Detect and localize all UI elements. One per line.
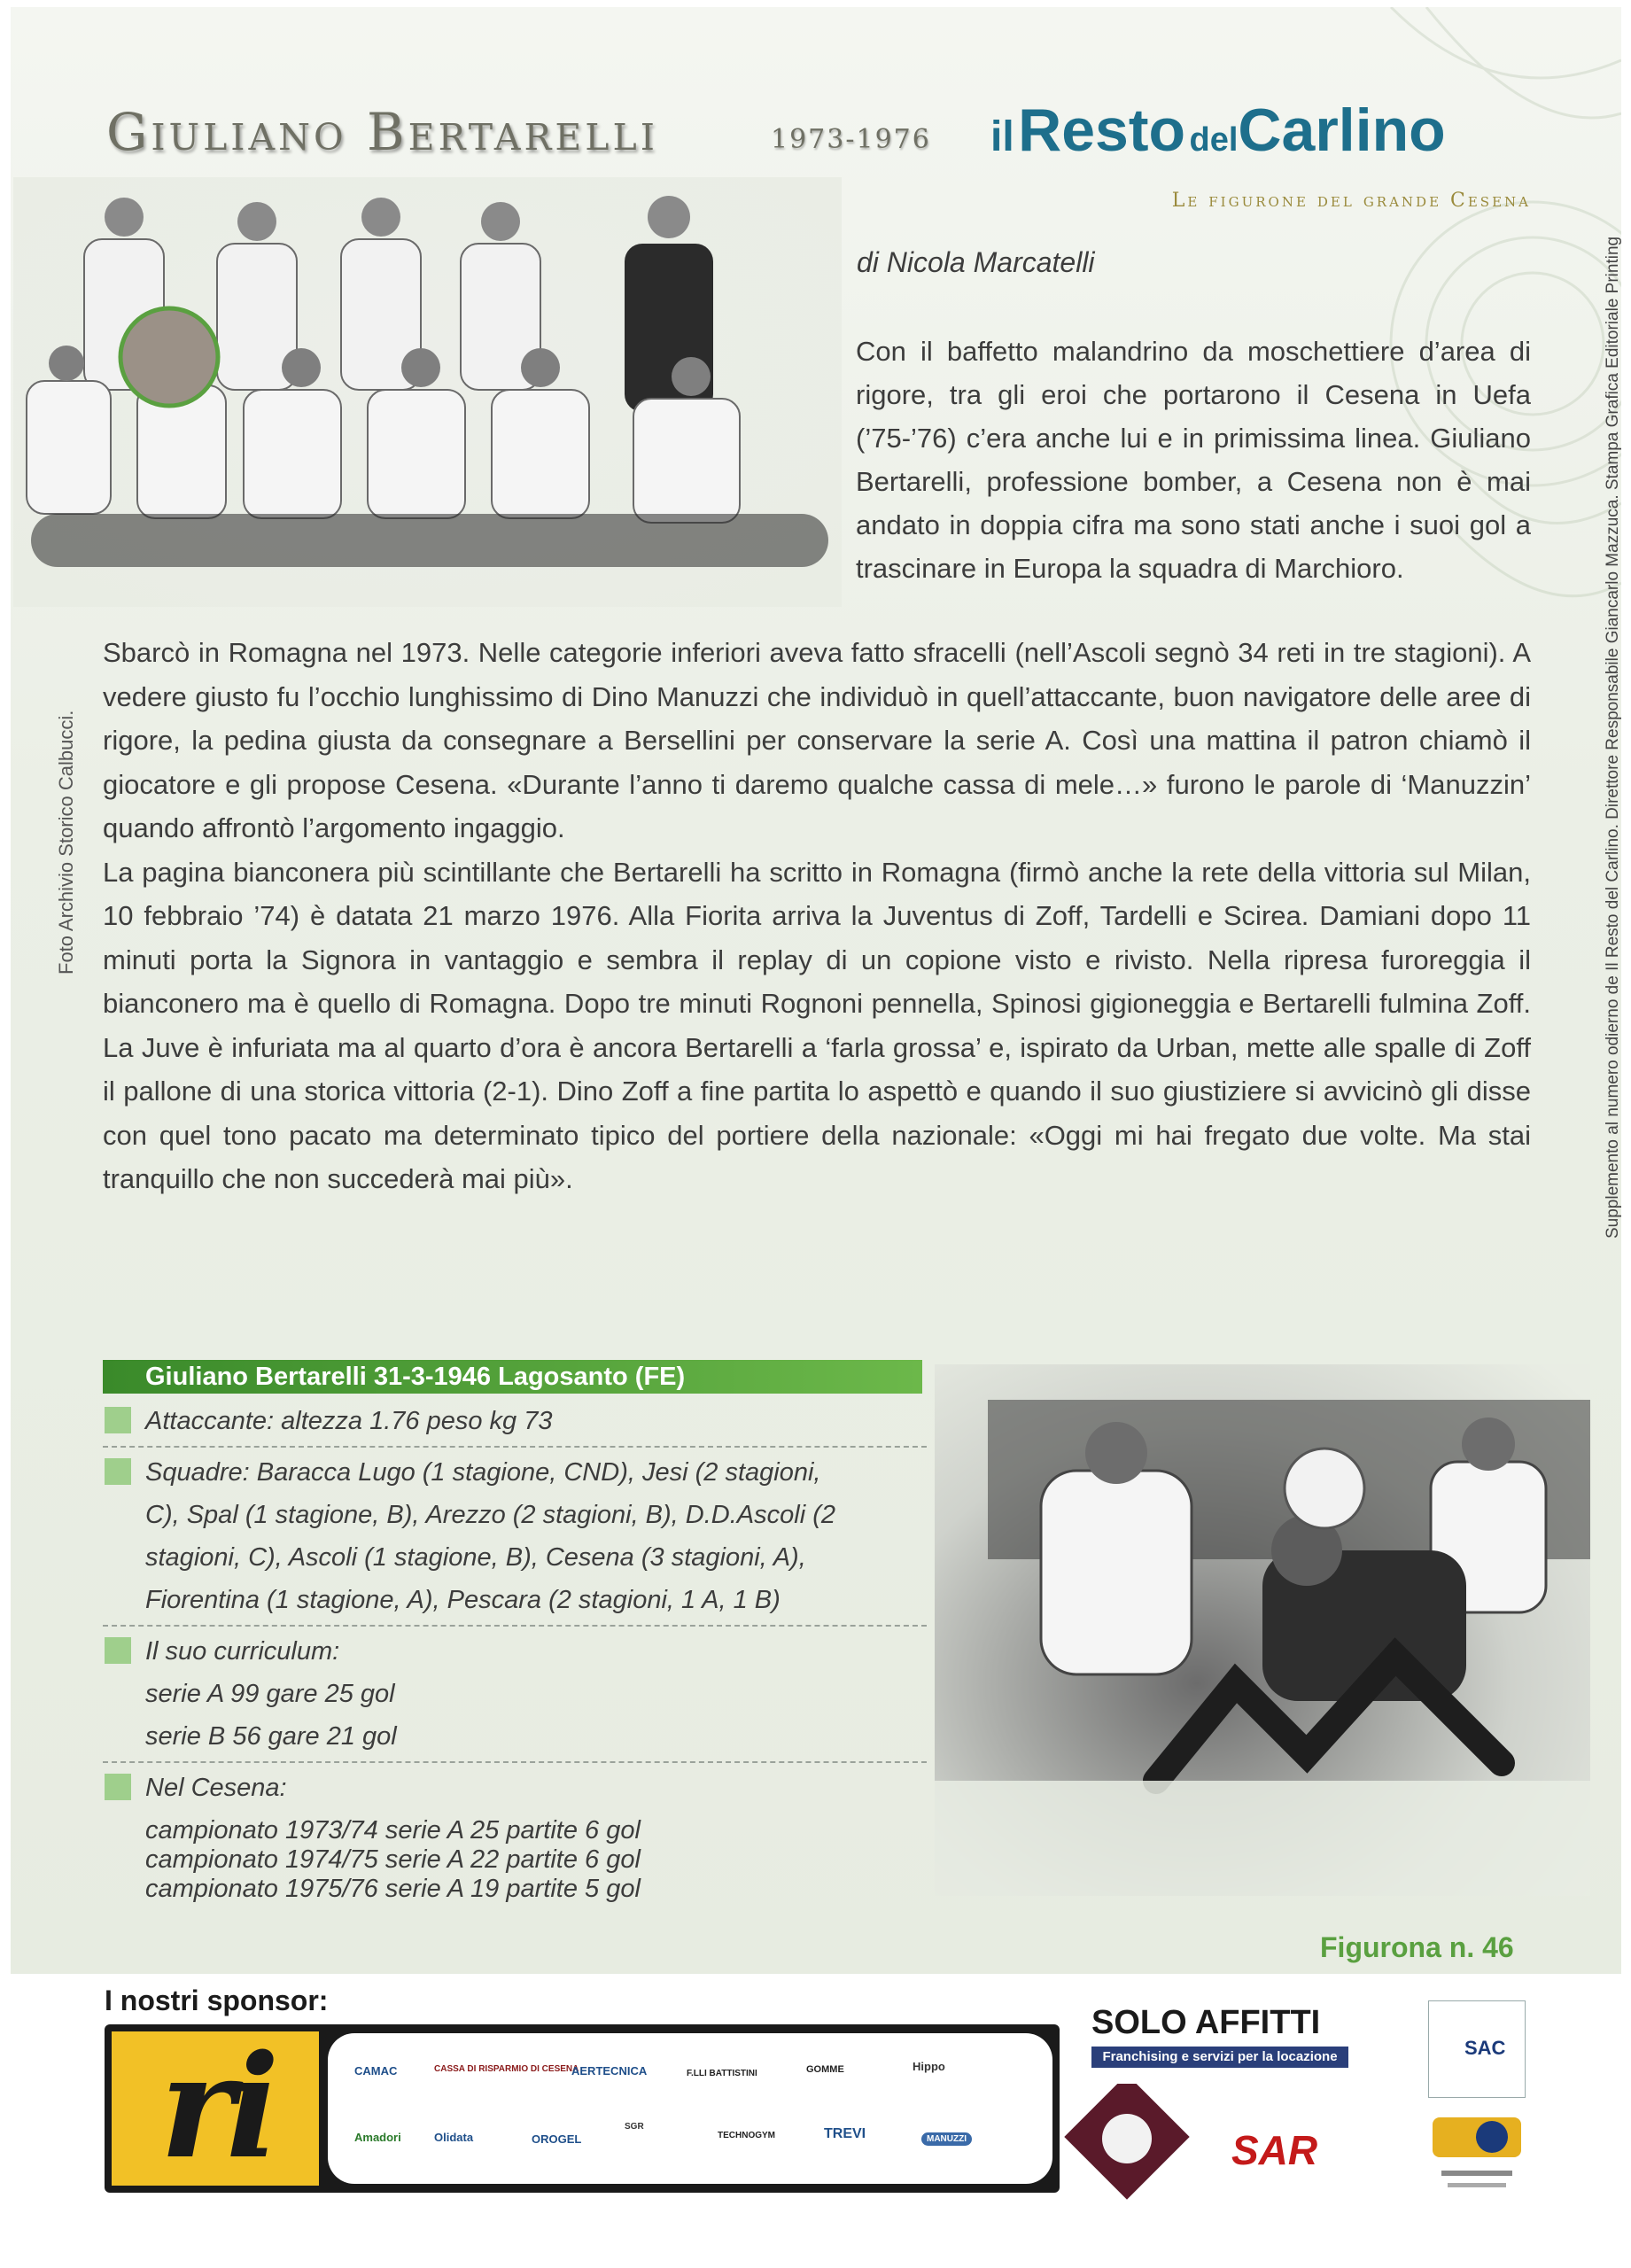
sponsor-emblem-icon bbox=[1428, 2109, 1526, 2206]
bullet-square-icon bbox=[105, 1637, 131, 1664]
teams-line: stagioni, C), Ascoli (1 stagione, B), Cesena (3 stagioni, A), bbox=[145, 1543, 806, 1572]
sponsor-logo: OROGEL bbox=[532, 2132, 582, 2146]
ri-logo: ri bbox=[112, 2031, 319, 2186]
sponsor-logo: SGR bbox=[625, 2122, 644, 2132]
byline: di Nicola Marcatelli bbox=[857, 246, 1095, 278]
sponsor-panel bbox=[328, 2033, 1052, 2184]
publication-note: Supplemento al numero odierno de Il Resto del Carlino. Direttore Responsabile Giancarlo Mazzuca. Stampa Grafica Editoriale Printing bbox=[1604, 236, 1622, 1239]
cesena-season-line: campionato 1974/75 serie A 22 partite 6 gol bbox=[145, 1845, 641, 1874]
sponsor-logo: AERTECNICA bbox=[571, 2064, 648, 2078]
sponsor-logo: MANUZZI bbox=[921, 2132, 972, 2146]
info-role: Attaccante: altezza 1.76 peso kg 73 bbox=[103, 1400, 927, 1448]
article-paragraph-1: Sbarcò in Romagna nel 1973. Nelle categorie inferiori aveva fatto sfracelli (nell’Ascoli segnò 34 reti in tre stagioni). A vedere giusto fu l’occhio lunghissimo di Dino Manuzzi che individuò in quell’attaccante, buon navigatore delle aree di rigore, la pedina giusta da consegnare a Bersellini per conservare la serie A. Così una mattina il patron chiamò il giocatore e gli propose Cesena. «Durante l’anno ti daremo qualche cassa di mele…» furono le parole di ‘Manuzzin’ quando affrontò l’argomento ingaggio. bbox=[103, 637, 1531, 843]
sponsor-logo: TREVI bbox=[824, 2126, 866, 2141]
sponsor-logo: CAMAC bbox=[354, 2064, 398, 2078]
teams-line: Fiorentina (1 stagione, A), Pescara (2 stagioni, 1 A, 1 B) bbox=[145, 1586, 781, 1614]
panettone-badge-icon bbox=[1056, 2084, 1198, 2217]
sac-logo: SAC bbox=[1428, 2000, 1526, 2098]
team-photo bbox=[13, 177, 842, 607]
sponsor-strip bbox=[105, 2024, 1060, 2193]
sponsor-logo: TECHNOGYM bbox=[718, 2131, 775, 2140]
curriculum-line: serie B 56 gare 21 gol bbox=[145, 1722, 397, 1751]
photo-credit: Foto Archivio Storico Calbucci. bbox=[55, 710, 77, 975]
cesena-season-line: campionato 1973/74 serie A 25 partite 6 gol bbox=[145, 1816, 641, 1845]
bullet-square-icon bbox=[105, 1407, 131, 1433]
info-teams bbox=[103, 1451, 927, 1627]
sponsor-logo: F.LLI BATTISTINI bbox=[687, 2069, 757, 2078]
bullet-square-icon bbox=[105, 1458, 131, 1485]
action-photo bbox=[935, 1364, 1590, 1896]
series-subtitle: Le figurone del grande Cesena bbox=[1171, 190, 1531, 212]
sponsor-logo: CASSA DI RISPARMIO DI CESENA bbox=[434, 2064, 579, 2074]
cesena-season-line: campionato 1975/76 serie A 19 partite 5 gol bbox=[145, 1875, 641, 1903]
info-header: Giuliano Bertarelli 31-3-1946 Lagosanto (FE) bbox=[103, 1360, 922, 1394]
curriculum-line: serie A 99 gare 25 gol bbox=[145, 1680, 395, 1708]
bullet-square-icon bbox=[105, 1774, 131, 1800]
intro-paragraph: Con il baffetto malandrino da moschettiere d’area di rigore, tra gli eroi che portarono il Cesena in Uefa (’75-’76) c’era anche lui e in primissima linea. Giuliano Bertarelli, professione bomber, a Cesena non è mai andato in doppia cifra ma sono stati anche i suoi gol a trascinare in Europa la squadra di Marchioro. bbox=[856, 336, 1531, 584]
info-cesena: Nel Cesena: campionato 1973/74 serie A 25 partite 6 gol campionato 1974/75 serie A 22 partite 6 gol campionato 1975/76 serie A 19 partite 5 gol bbox=[103, 1767, 927, 1907]
article-paragraph-2: La pagina bianconera più scintillante che Bertarelli ha scritto in Romagna (firmò anche la rete della vittoria sul Milan, 10 febbraio ’74) è datata 21 marzo 1976. Alla Fiorita arriva la Juventus di Zoff, Tardelli e Scirea. Damiani dopo 11 minuti porta la Signora in vantaggio e sembra il replay di un copione visto e rivisto. Nella ripresa furoreggia il bianconero ma è quello di Romagna. Dopo tre minuti Rognoni pennella, Spinosi gigioneggia e Bertarelli fulmina Zoff. La Juve è infuriata ma al quarto d’ora è ancora Bertarelli a ‘farla grossa’ e, ispirato da Urban, mette alle spalle di Zoff il pallone di una storica vittoria (2-1). Dino Zoff a fine partita lo aspettò e quando il suo giustiziere si avvicinò gli disse con quel tono pacato ma determinato tipico del portiere della nazionale: «Oggi mi hai fregato due volte. Ma stai tranquillo che non succederà mai più». bbox=[103, 856, 1531, 1194]
newspaper-logo: il Resto delCarlino bbox=[990, 97, 1446, 164]
figurona-number: Figurona n. 46 bbox=[1320, 1931, 1514, 1963]
sponsor-logo: Amadori bbox=[354, 2131, 401, 2144]
years-label: 1973-1976 bbox=[771, 124, 931, 155]
sponsor-logo: Hippo bbox=[913, 2060, 945, 2073]
sponsor-logo: GOMME bbox=[806, 2064, 844, 2075]
article-body bbox=[103, 631, 1531, 1201]
sponsor-title: I nostri sponsor: bbox=[105, 1984, 329, 2016]
sar-logo: SAR bbox=[1231, 2127, 1318, 2173]
info-curriculum: Il suo curriculum: serie A 99 gare 25 gol serie B 56 gare 21 gol bbox=[103, 1630, 927, 1763]
page-title: Giuliano Bertarelli bbox=[106, 102, 658, 162]
teams-line: Squadre: Baracca Lugo (1 stagione, CND), Jesi (2 stagioni, bbox=[145, 1458, 821, 1487]
info-list bbox=[103, 1400, 927, 1911]
teams-line: C), Spal (1 stagione, B), Arezzo (2 stagioni, B), D.D.Ascoli (2 bbox=[145, 1501, 835, 1529]
sponsor-logo: Olidata bbox=[434, 2131, 474, 2144]
solo-affitti-logo: SOLO AFFITTI Franchising e servizi per la locazione bbox=[1091, 2004, 1357, 2066]
